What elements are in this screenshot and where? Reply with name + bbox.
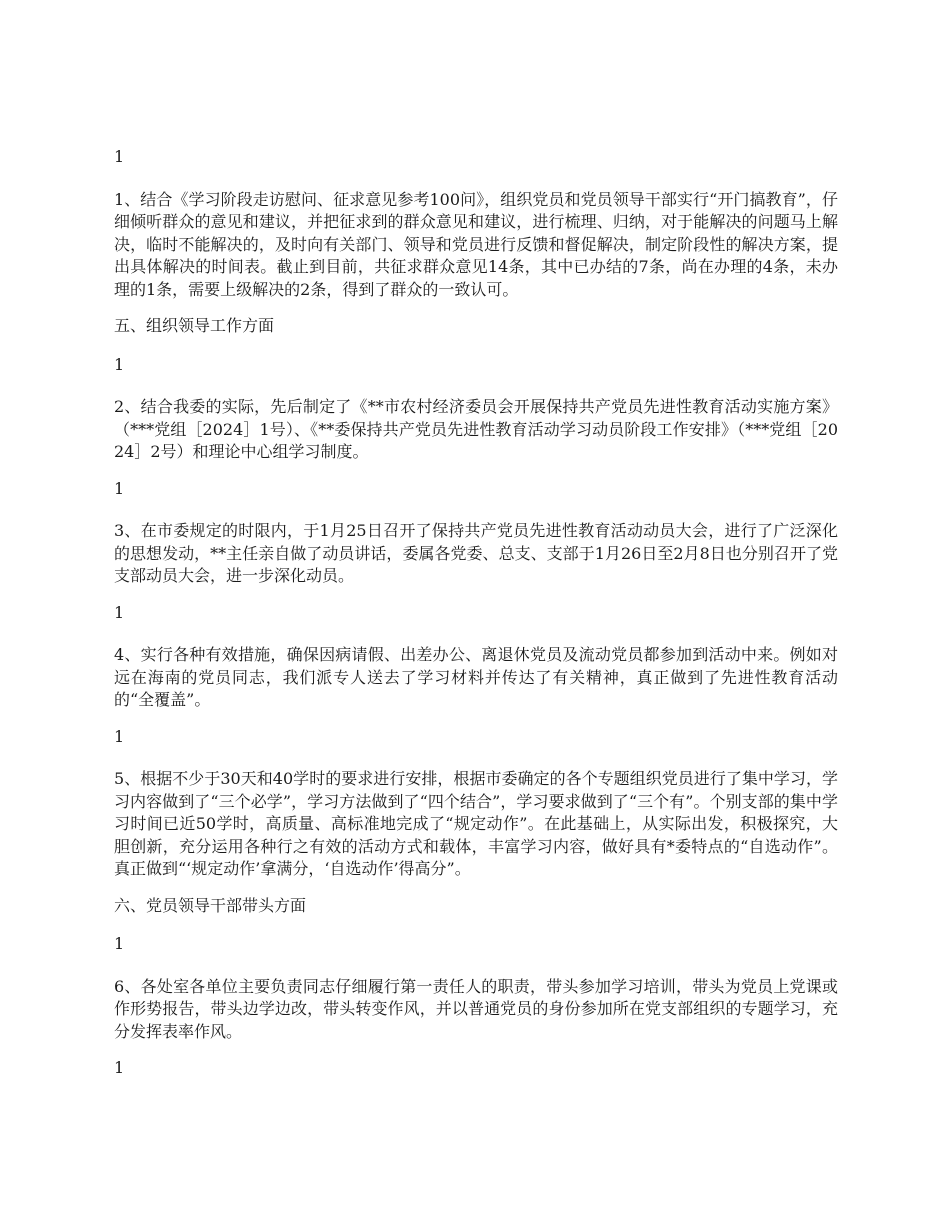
page-number-marker: 1: [114, 934, 125, 953]
paragraph-2: 2、结合我委的实际，先后制定了《**市农村经济委员会开展保持共产党员先进性教育活动实施方案》（***党组［2024］1号）、《**委保持共产党员先进性教育活动学习动员阶段工作安排》（***党组［2024］2号）和理论中心组学习制度。: [114, 397, 838, 461]
paragraph-6: 6、各处室各单位主要负责同志仔细履行第一责任人的职责，带头参加学习培训，带头为党员上党课或作形势报告，带头边学边改，带头转变作风，并以普通党员的身份参加所在党支部组织的专题学习，充分发挥表率作风。: [114, 976, 838, 1041]
section-heading-6: 六、党员领导干部带头方面: [114, 895, 307, 915]
section-heading-5: 五、组织领导工作方面: [114, 316, 275, 335]
paragraph-5: 5、根据不少于30天和40学时的要求进行安排，根据市委确定的各个专题组织党员进行了集中学习，学习内容做到了“三个必学”，学习方法做到了“四个结合”，学习要求做到了“三个有”。个别支部的集中学习时间已近50学时，高质量、高标准地完成了“规定动作”。在此基础上，从实际出发，积极探究，大胆创新，充分运用各种行之有效的活动方式和载体，丰富学习内容，做好具有*委特点的“自选动作”。真正做到“‘规定动作’拿满分，‘自选动作’得高分”。: [114, 769, 838, 878]
page-number-marker: 1: [114, 602, 125, 622]
page-number-marker: 1: [114, 1058, 125, 1077]
page-number-marker: 1: [114, 726, 125, 746]
document-page: [114, 146, 838, 1100]
page-number-marker: 1: [114, 478, 125, 498]
paragraph-4: 4、实行各种有效措施，确保因病请假、出差办公、离退休党员及流动党员都参加到活动中来。例如对远在海南的党员同志，我们派专人送去了学习材料并传达了有关精神，真正做到了先进性教育活动的“全覆盖”。: [114, 645, 838, 709]
paragraph-1: 1、结合《学习阶段走访慰问、征求意见参考100问》，组织党员和党员领导干部实行“开门搞教育”，仔细倾听群众的意见和建议，并把征求到的群众意见和建议，进行梳理、归纳，对于能解决的问题马上解决，临时不能解决的，及时向有关部门、领导和党员进行反馈和督促解决，制定阶段性的解决方案，提出具体解决的时间表。截止到目前，共征求群众意见14条，其中已办结的7条，尚在办理的4条，未办理的1条，需要上级解决的2条，得到了群众的一致认可。: [114, 189, 838, 299]
page-number-marker: 1: [114, 354, 125, 374]
page-number-marker: 1: [114, 147, 125, 166]
paragraph-3: 3、在市委规定的时限内，于1月25日召开了保持共产党员先进性教育活动动员大会，进行了广泛深化的思想发动，**主任亲自做了动员讲话，委属各党委、总支、支部于1月26日至2月8日也分别召开了党支部动员大会，进一步深化动员。: [114, 521, 838, 585]
